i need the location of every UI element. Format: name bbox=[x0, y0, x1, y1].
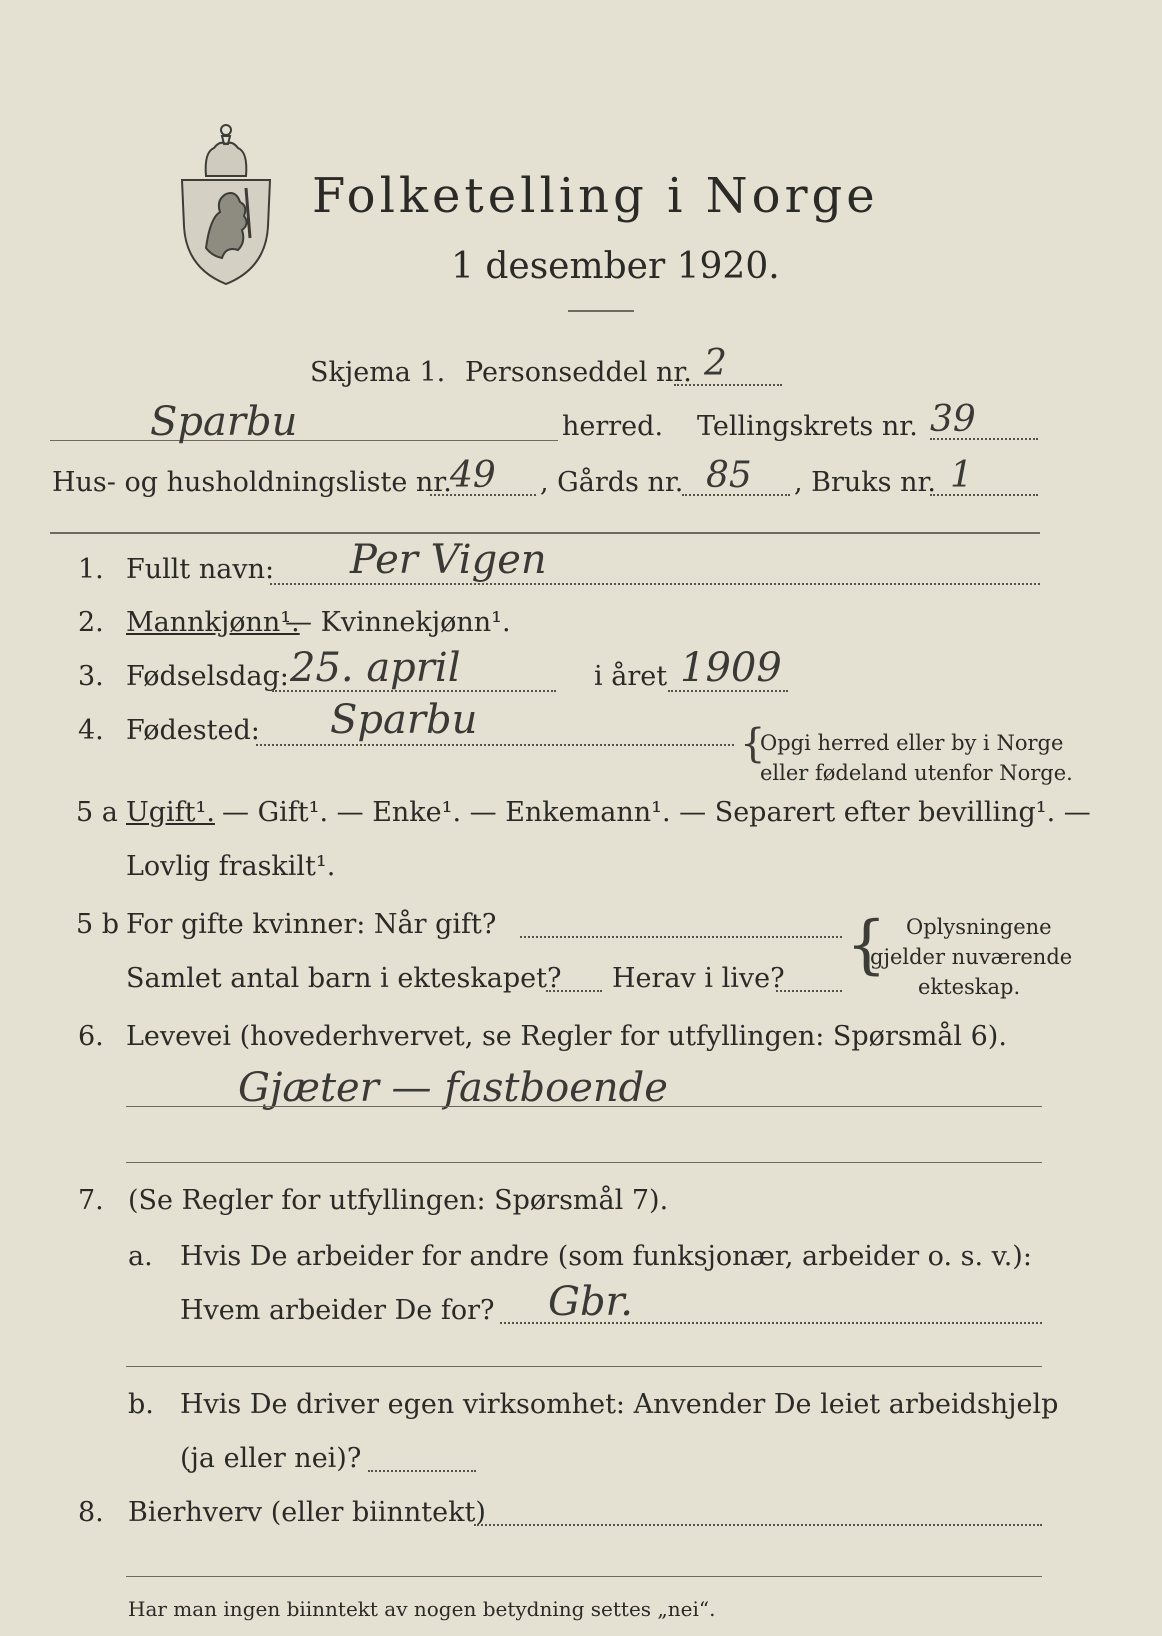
q5b-note-1: Oplysningene bbox=[906, 915, 1052, 939]
q7-label: (Se Regler for utfyllingen: Spørsmål 7). bbox=[128, 1185, 669, 1216]
q4-number: 4. bbox=[78, 715, 104, 746]
full-name-value[interactable]: Per Vigen bbox=[350, 537, 547, 583]
q5b-brace: { bbox=[846, 908, 887, 982]
herred-label: herred. bbox=[562, 411, 664, 442]
census-date: 1 desember 1920. bbox=[451, 246, 780, 287]
q6-label: Levevei (hovederhvervet, se Regler for utfyllingen: Spørsmål 6). bbox=[126, 1021, 1007, 1052]
gards-label: , Gårds nr. bbox=[540, 467, 684, 498]
footer-note: Har man ingen biinntekt av nogen betydning settes „nei“. bbox=[128, 1597, 716, 1621]
unmarried-option[interactable]: Ugift¹. bbox=[126, 797, 215, 828]
q8-number: 8. bbox=[78, 1497, 104, 1528]
bruks-value[interactable]: 1 bbox=[950, 455, 973, 496]
q7b-yes-no-label: (ja eller nei)? bbox=[180, 1443, 362, 1474]
q5b-alive-label: Herav i live? bbox=[612, 963, 785, 994]
schema-label: Skjema 1. bbox=[310, 357, 446, 388]
male-option[interactable]: Mannkjønn¹. bbox=[126, 607, 300, 638]
header-divider bbox=[50, 532, 1040, 534]
norwegian-coat-of-arms-icon bbox=[176, 118, 276, 288]
q5b-number: 5 b bbox=[76, 909, 120, 940]
q7a-employer-label: Hvem arbeider De for? bbox=[180, 1295, 495, 1326]
q3-number: 3. bbox=[78, 661, 104, 692]
birthplace-value[interactable]: Sparbu bbox=[330, 697, 478, 743]
title-divider bbox=[568, 310, 634, 312]
marital-options[interactable]: — Gift¹. — Enke¹. — Enkemann¹. — Separert efter bevilling¹. — bbox=[222, 797, 1091, 828]
q5b-note-2: gjelder nuværende bbox=[870, 945, 1073, 969]
q4-label: Fødested: bbox=[126, 715, 260, 746]
husliste-value[interactable]: 49 bbox=[450, 455, 496, 496]
herred-value[interactable]: Sparbu bbox=[150, 399, 298, 445]
q8-label: Bierhverv (eller biinntekt) bbox=[128, 1497, 486, 1528]
q1-label: Fullt navn: bbox=[126, 554, 275, 585]
q4-brace: { bbox=[740, 721, 766, 767]
q7-number: 7. bbox=[78, 1185, 104, 1216]
q6-number: 6. bbox=[78, 1021, 104, 1052]
form-title: Folketelling i Norge bbox=[312, 168, 879, 224]
personseddel-label: Personseddel nr. bbox=[465, 357, 692, 388]
q5b-when-married-label: For gifte kvinner: Når gift? bbox=[126, 909, 497, 940]
q7b-label: Hvis De driver egen virksomhet: Anvender De leiet arbeidshjelp bbox=[180, 1389, 1059, 1420]
employer-value[interactable]: Gbr. bbox=[548, 1279, 633, 1325]
q7a-number: a. bbox=[128, 1241, 153, 1272]
q5b-children-label: Samlet antal barn i ekteskapet? bbox=[126, 963, 562, 994]
q3-label: Fødselsdag: bbox=[126, 661, 289, 692]
q4-note-1: Opgi herred eller by i Norge bbox=[760, 731, 1064, 755]
birthdate-value[interactable]: 25. april bbox=[290, 645, 461, 691]
year-label: i året bbox=[594, 661, 668, 692]
gards-value[interactable]: 85 bbox=[706, 455, 752, 496]
husliste-label: Hus- og husholdningsliste nr. bbox=[52, 467, 452, 498]
divorced-option[interactable]: Lovlig fraskilt¹. bbox=[126, 851, 336, 882]
q5a-number: 5 a bbox=[76, 797, 118, 828]
occupation-value[interactable]: Gjæter — fastboende bbox=[238, 1065, 668, 1111]
q5b-note-3: ekteskap. bbox=[918, 975, 1021, 999]
q4-note-2: eller fødeland utenfor Norge. bbox=[760, 761, 1073, 785]
q2-number: 2. bbox=[78, 607, 104, 638]
bruks-label: , Bruks nr. bbox=[794, 467, 937, 498]
personseddel-value[interactable]: 2 bbox=[704, 343, 727, 384]
q7a-label: Hvis De arbeider for andre (som funksjonær, arbeider o. s. v.): bbox=[180, 1241, 1032, 1272]
tellingskrets-label: Tellingskrets nr. bbox=[697, 411, 918, 442]
female-option[interactable]: — Kvinnekjønn¹. bbox=[285, 607, 511, 638]
tellingskrets-value[interactable]: 39 bbox=[930, 399, 976, 440]
q7b-number: b. bbox=[128, 1389, 154, 1420]
q1-number: 1. bbox=[78, 554, 104, 585]
birth-year-value[interactable]: 1909 bbox=[680, 645, 782, 691]
